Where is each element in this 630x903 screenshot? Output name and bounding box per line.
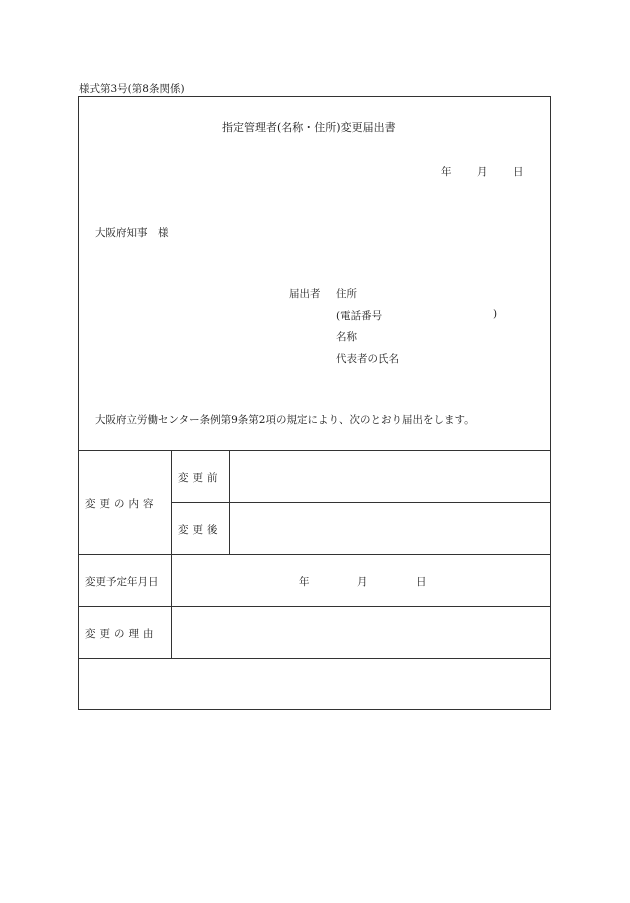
change-reason-value[interactable] [182,626,542,642]
scheduled-year-label: 年 [299,576,310,588]
notes-area[interactable] [88,670,538,700]
date-day-label: 日 [513,166,524,178]
scheduled-day-label: 日 [416,576,427,588]
change-before-value[interactable] [240,470,540,486]
row-divider-2 [78,606,551,607]
form-title: 指定管理者(名称・住所)変更届出書 [222,121,396,134]
sublabel-column-divider [229,450,230,554]
form-number: 様式第3号(第8条関係) [79,83,185,95]
notifier-address-label: 住所 [336,288,357,300]
change-after-value[interactable] [240,522,540,538]
row-divider-1 [78,554,551,555]
scheduled-month-label: 月 [357,576,368,588]
addressee: 大阪府知事 様 [95,227,169,239]
change-content-label: 変更の内容 [85,498,158,510]
change-divider [171,502,551,503]
notifier-phone-close: ) [493,308,498,320]
row-divider-3 [78,658,551,659]
notifier-phone-label: (電話番号 [336,310,383,322]
notifier-label: 届出者 [289,288,321,300]
scheduled-date-label: 変更予定年月日 [85,576,159,588]
form-frame [78,96,551,710]
change-after-label: 変更後 [178,524,222,536]
date-month-label: 月 [477,166,488,178]
change-before-label: 変更前 [178,472,222,484]
table-top-border [78,450,551,451]
notifier-representative-label: 代表者の氏名 [336,353,399,365]
notifier-name-label: 名称 [336,331,357,343]
date-year-label: 年 [441,166,452,178]
change-reason-label: 変更の理由 [85,628,158,640]
label-column-divider [171,450,172,658]
statement-text: 大阪府立労働センター条例第9条第2項の規定により、次のとおり届出をします。 [95,414,475,426]
